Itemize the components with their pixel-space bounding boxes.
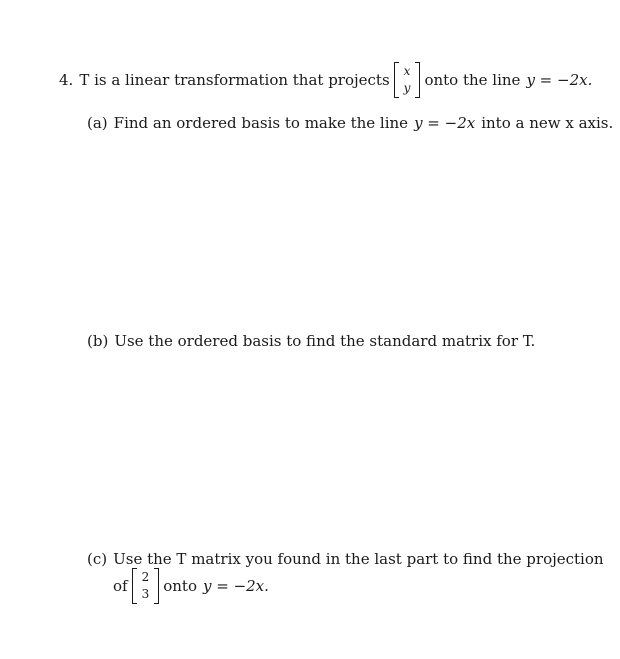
vector-top-entry: 2 (141, 570, 150, 584)
part-b (87, 332, 535, 350)
part-a (87, 114, 613, 132)
vector-x-entry: x (403, 64, 411, 78)
part-c-label: (c) (87, 550, 108, 568)
part-c-text: Use the T matrix you found in the last part to find the projection (113, 550, 604, 568)
problem-statement (59, 62, 592, 98)
part-b-label: (b) (87, 332, 109, 350)
problem-number: 4. (59, 71, 74, 89)
vector-right-bracket (154, 568, 159, 604)
part-c-onto-text: onto (163, 577, 197, 595)
part-c-vector (132, 568, 160, 604)
part-c-of-label: of (113, 577, 128, 595)
part-a-label: (a) (87, 114, 108, 132)
part-c-equation: y = −2x. (202, 577, 269, 595)
vector-bottom-entry: 3 (141, 587, 150, 601)
vector-right-bracket (415, 62, 420, 98)
part-a-text-end: into a new x axis. (481, 114, 614, 132)
vector-y-entry: y (403, 81, 411, 95)
input-vector (394, 62, 421, 98)
problem-onto-text: onto the line (424, 71, 521, 89)
part-a-text: Find an ordered basis to make the line (113, 114, 409, 132)
part-c (87, 550, 604, 568)
problem-intro-text: T is a linear transformation that projects (79, 71, 390, 89)
problem-line-equation: y = −2x. (526, 71, 593, 89)
part-c-second-line (113, 568, 269, 604)
part-a-equation: y = −2x (414, 114, 476, 132)
part-b-text: Use the ordered basis to find the standard matrix for T. (114, 332, 536, 350)
